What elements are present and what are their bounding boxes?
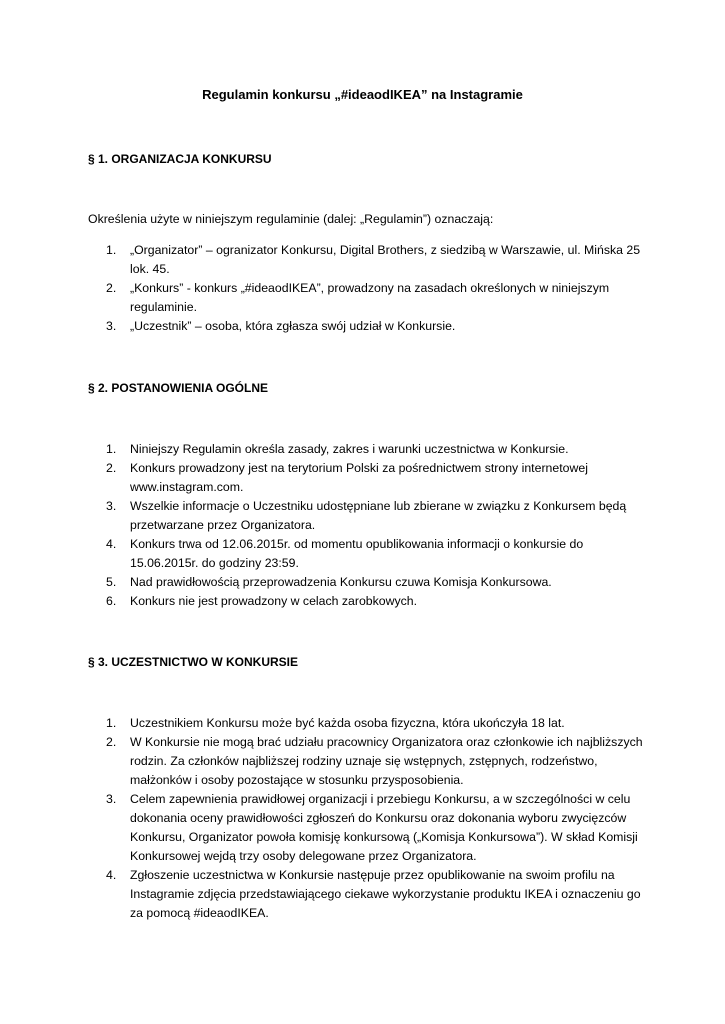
list-item-number: 5.	[106, 575, 117, 589]
list-item	[88, 592, 648, 611]
list-item-number: 1.	[106, 442, 117, 456]
list-item-number: 1.	[106, 243, 117, 257]
section-3-heading: § 3. UCZESTNICTWO W KONKURSIE	[88, 655, 299, 669]
list-item	[88, 317, 648, 336]
section-3-list	[88, 714, 648, 923]
list-item	[88, 733, 648, 790]
list-item	[88, 279, 648, 317]
list-item-text: Konkurs prowadzony jest na terytorium Polski za pośrednictwem strony internetowej www.instagram.com.	[130, 461, 588, 494]
list-item-text: Nad prawidłowością przeprowadzenia Konkursu czuwa Komisja Konkursowa.	[130, 575, 552, 589]
list-item-number: 4.	[106, 868, 117, 882]
list-item	[88, 459, 648, 497]
list-item-text: Niniejszy Regulamin określa zasady, zakres i warunki uczestnictwa w Konkursie.	[130, 442, 569, 456]
list-item-text: „Uczestnik” – osoba, która zgłasza swój udział w Konkursie.	[130, 319, 456, 333]
section-2-list	[88, 440, 648, 611]
list-item-text: „Organizator” – ogranizator Konkursu, Digital Brothers, z siedzibą w Warszawie, ul. Mińska 25 lok. 45.	[130, 243, 641, 276]
list-item-number: 3.	[106, 792, 117, 806]
section-1-intro: Określenia użyte w niniejszym regulaminie (dalej: „Regulamin”) oznaczają:	[88, 212, 494, 226]
list-item	[88, 790, 648, 866]
section-2-heading: § 2. POSTANOWIENIA OGÓLNE	[88, 381, 269, 395]
list-item	[88, 497, 648, 535]
list-item-number: 2.	[106, 281, 117, 295]
list-item-text: Konkurs trwa od 12.06.2015r. od momentu opublikowania informacji o konkursie do 15.06.2015r. do godziny 23:59.	[130, 537, 584, 570]
list-item-number: 2.	[106, 735, 117, 749]
section-1-list	[88, 241, 648, 336]
list-item	[88, 866, 648, 923]
list-item-text: „Konkurs” - konkurs „#ideaodIKEA”, prowadzony na zasadach określonych w niniejszym regulaminie.	[130, 281, 610, 314]
list-item-number: 2.	[106, 461, 117, 475]
list-item	[88, 535, 648, 573]
list-item-number: 3.	[106, 499, 117, 513]
section-1-heading: § 1. ORGANIZACJA KONKURSU	[88, 152, 272, 166]
list-item	[88, 440, 648, 459]
list-item	[88, 241, 648, 279]
list-item-number: 6.	[106, 594, 117, 608]
document-title: Regulamin konkursu „#ideaodIKEA” na Instagramie	[202, 87, 523, 102]
list-item-text: Wszelkie informacje o Uczestniku udostępniane lub zbierane w związku z Konkursem będą przetwarzane przez Organizatora.	[130, 499, 627, 532]
list-item	[88, 714, 648, 733]
list-item-number: 3.	[106, 319, 117, 333]
list-item-text: Konkurs nie jest prowadzony w celach zarobkowych.	[130, 594, 418, 608]
list-item-text: Uczestnikiem Konkursu może być każda osoba fizyczna, która ukończyła 18 lat.	[130, 716, 565, 730]
list-item-text: W Konkursie nie mogą brać udziału pracownicy Organizatora oraz członkowie ich najbliższych rodzin. Za członków najbliższej rodziny uznaje się wstępnych, zstępnych, rodzeństwo, małżonków i osoby pozostające w stosunku przysposobienia.	[130, 735, 643, 787]
list-item-text: Celem zapewnienia prawidłowej organizacji i przebiegu Konkursu, a w szczególności w celu dokonania oceny prawidłowości zgłoszeń do Konkursu oraz dokonania wyboru zwycięzców Konkursu, Organizator powoła komisję konkursową („Komisja Konkursowa”). W skład Komisji Konkursowej wejdą trzy osoby delegowane przez Organizatora.	[130, 792, 638, 863]
list-item-text: Zgłoszenie uczestnictwa w Konkursie następuje przez opublikowanie na swoim profilu na Instagramie zdjęcia przedstawiającego ciekawe wykorzystanie produktu IKEA i oznaczeniu go za pomocą #ideaodIKEA.	[130, 868, 641, 920]
list-item-number: 1.	[106, 716, 117, 730]
list-item-number: 4.	[106, 537, 117, 551]
list-item	[88, 573, 648, 592]
